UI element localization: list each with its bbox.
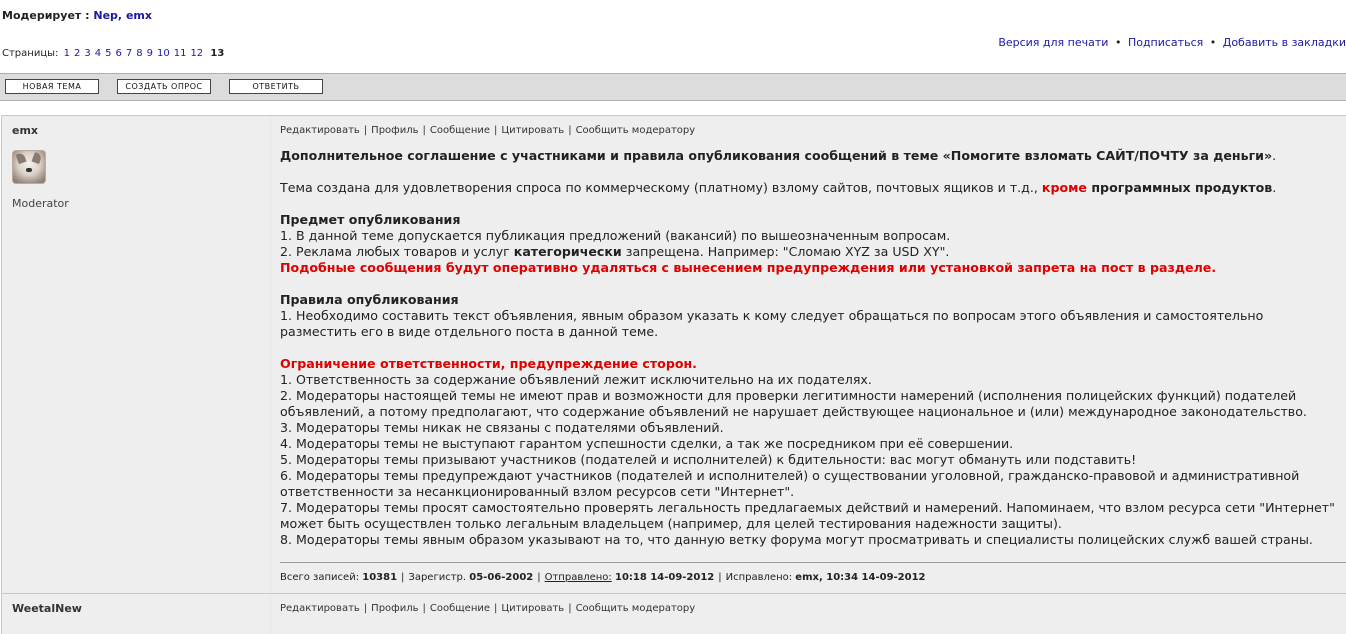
avatar-nose: [26, 168, 32, 172]
page-link[interactable]: 3: [84, 48, 91, 59]
pagination: [2, 48, 224, 59]
subscribe-link[interactable]: Подписаться: [1127, 36, 1204, 49]
liability-heading: Ограничение ответственности, предупреждение сторон.: [280, 356, 697, 371]
moderated-label: Модерирует :: [2, 9, 90, 22]
message-link[interactable]: Сообщение: [429, 125, 491, 136]
current-page: 13: [210, 48, 225, 59]
intro-end: .: [1272, 148, 1277, 163]
new-topic-button[interactable]: НОВАЯ ТЕМА: [5, 79, 99, 94]
liability-item: 3. Модераторы темы никак не связаны с подателями объявлений.: [280, 420, 724, 435]
sent-link[interactable]: Отправлено:: [544, 572, 612, 583]
liability-item: 4. Модераторы темы не выступают гарантом успешности сделки, а так же посредником при её совершении.: [280, 436, 1014, 451]
forum-post: [1, 115, 1346, 593]
link-separator: •: [1209, 36, 1217, 49]
purpose-text: Тема создана для удовлетворения спроса по коммерческому (платному) взлому сайтов, почтовых ящиков и т.д.,: [280, 180, 1042, 195]
create-poll-button[interactable]: СОЗДАТЬ ОПРОС: [117, 79, 211, 94]
action-separator: |: [422, 125, 426, 136]
footer-separator: |: [718, 572, 722, 583]
intro-paragraph: [280, 148, 1340, 164]
forum-post: [1, 593, 1346, 634]
software-text: программных продуктов: [1086, 180, 1273, 195]
user-avatar: [12, 150, 46, 184]
post-actions: [280, 603, 695, 614]
page-link[interactable]: 2: [73, 48, 81, 59]
report-moderator-link[interactable]: Сообщить модератору: [575, 603, 696, 614]
pagination-label: Страницы:: [2, 48, 59, 59]
page-link[interactable]: 5: [105, 48, 112, 59]
action-separator: |: [494, 125, 498, 136]
edit-link[interactable]: Редактировать: [280, 125, 360, 136]
registered-label: Зарегистр.: [408, 572, 467, 583]
print-version-link[interactable]: Версия для печати: [998, 36, 1109, 49]
column-divider: [270, 116, 271, 593]
subject-2-bold: категорически: [513, 244, 622, 259]
edited-label: Исправлено:: [725, 572, 793, 583]
liability-item: 7. Модераторы темы просят самостоятельно проверять легальность предлагаемых действий и намерений. Напоминаем, что взлом ресурса сети "Интернет" может быть осуществлен только легальным владельцем (например, для целей тестирования надежности защиты).: [280, 500, 1335, 531]
intro-title: Дополнительное соглашение с участниками и правила опубликования сообщений в теме «Помогите взломать САЙТ/ПОЧТУ за деньги»: [280, 148, 1273, 163]
action-separator: |: [568, 125, 572, 136]
subject-warning: Подобные сообщения будут оперативно удаляться с вынесением предупреждения или установкой запрета на пост в разделе.: [280, 260, 1217, 275]
action-separator: |: [568, 603, 572, 614]
profile-link[interactable]: Профиль: [371, 603, 419, 614]
liability-item: 8. Модераторы темы явным образом указывают на то, что данную ветку форума могут просматривать и специалисты полицейских служб вашей страны.: [280, 532, 1313, 547]
quote-link[interactable]: Цитировать: [501, 125, 565, 136]
profile-link[interactable]: Профиль: [371, 125, 419, 136]
liability-item: 2. Модераторы настоящей темы не имеют прав и возможности для проверки легитимности намерений (исполнения полицейских функций) подателей объявлений, а потому предполагают, что содержание объявлений не нарушает действующее национальное и (или) международное законодательство.: [280, 388, 1307, 419]
page-link[interactable]: 12: [190, 48, 204, 59]
post-author[interactable]: WeetalNew: [12, 602, 82, 615]
page-link[interactable]: 8: [136, 48, 143, 59]
subject-heading: Предмет опубликования: [280, 212, 461, 227]
moderators-link[interactable]: Nep, emx: [93, 9, 152, 22]
quote-link[interactable]: Цитировать: [501, 603, 565, 614]
subject-item: [280, 244, 1340, 260]
moderated-by: [2, 9, 152, 22]
page-link[interactable]: 4: [94, 48, 102, 59]
rules-heading: Правила опубликования: [280, 292, 459, 307]
message-link[interactable]: Сообщение: [429, 603, 491, 614]
posts-count: 10381: [362, 572, 398, 583]
footer-separator: |: [401, 572, 405, 583]
action-separator: |: [422, 603, 426, 614]
post-body: [280, 148, 1340, 548]
footer-separator: |: [537, 572, 541, 583]
edit-link[interactable]: Редактировать: [280, 603, 360, 614]
sent-time: 10:18 14-09-2012: [614, 572, 715, 583]
purpose-paragraph: [280, 180, 1340, 196]
page-link[interactable]: 10: [156, 48, 170, 59]
subject-item: 1. В данной теме допускается публикация предложений (вакансий) по вышеозначенным вопросам.: [280, 228, 951, 243]
edited-info: emx, 10:34 14-09-2012: [795, 572, 926, 583]
report-moderator-link[interactable]: Сообщить модератору: [575, 125, 696, 136]
registered-date: 05-06-2002: [469, 572, 534, 583]
page-link[interactable]: 1: [63, 48, 70, 59]
page-link[interactable]: 7: [125, 48, 133, 59]
action-separator: |: [363, 125, 368, 136]
reply-button[interactable]: ОТВЕТИТЬ: [229, 79, 323, 94]
bookmark-link[interactable]: Добавить в закладки: [1222, 36, 1346, 49]
link-separator: •: [1114, 36, 1122, 49]
page-link[interactable]: 6: [115, 48, 122, 59]
liability-item: 1. Ответственность за содержание объявлений лежит исключительно на их подателях.: [280, 372, 872, 387]
user-role: Moderator: [12, 197, 69, 210]
rules-item: 1. Необходимо составить текст объявления, явным образом указать к кому следует обращаться по вопросам этого объявления и самостоятельно разместить его в виде отдельного поста в данной теме.: [280, 308, 1264, 339]
column-divider: [270, 594, 271, 634]
topic-toolbar: [0, 73, 1346, 101]
liability-item: 5. Модераторы темы призывают участников (подателей и исполнителей) к бдительности: вас могут обмануть или подставить!: [280, 452, 1137, 467]
footer-divider: [280, 562, 1346, 563]
subject-2-end: запрещена. Например: "Сломаю XYZ за USD XY".: [621, 244, 950, 259]
posts-label: Всего записей:: [280, 572, 360, 583]
purpose-end: .: [1272, 180, 1277, 195]
avatar-ear: [16, 152, 27, 164]
top-links: [998, 36, 1346, 49]
subject-2-start: 2. Реклама любых товаров и услуг: [280, 244, 514, 259]
post-actions: [280, 125, 695, 136]
post-author[interactable]: emx: [12, 124, 39, 137]
action-separator: |: [494, 603, 498, 614]
liability-item: 6. Модераторы темы предупреждают участников (подателей и исполнителей) о существовании уголовной, гражданско-правовой и административной ответственности за несанкционированный взлом ресурсов сети "Интернет".: [280, 468, 1300, 499]
except-text: кроме: [1041, 180, 1087, 195]
action-separator: |: [363, 603, 368, 614]
post-footer: [280, 572, 926, 583]
page-link[interactable]: 11: [173, 48, 187, 59]
page-link[interactable]: 9: [146, 48, 153, 59]
avatar-ear: [32, 152, 43, 164]
